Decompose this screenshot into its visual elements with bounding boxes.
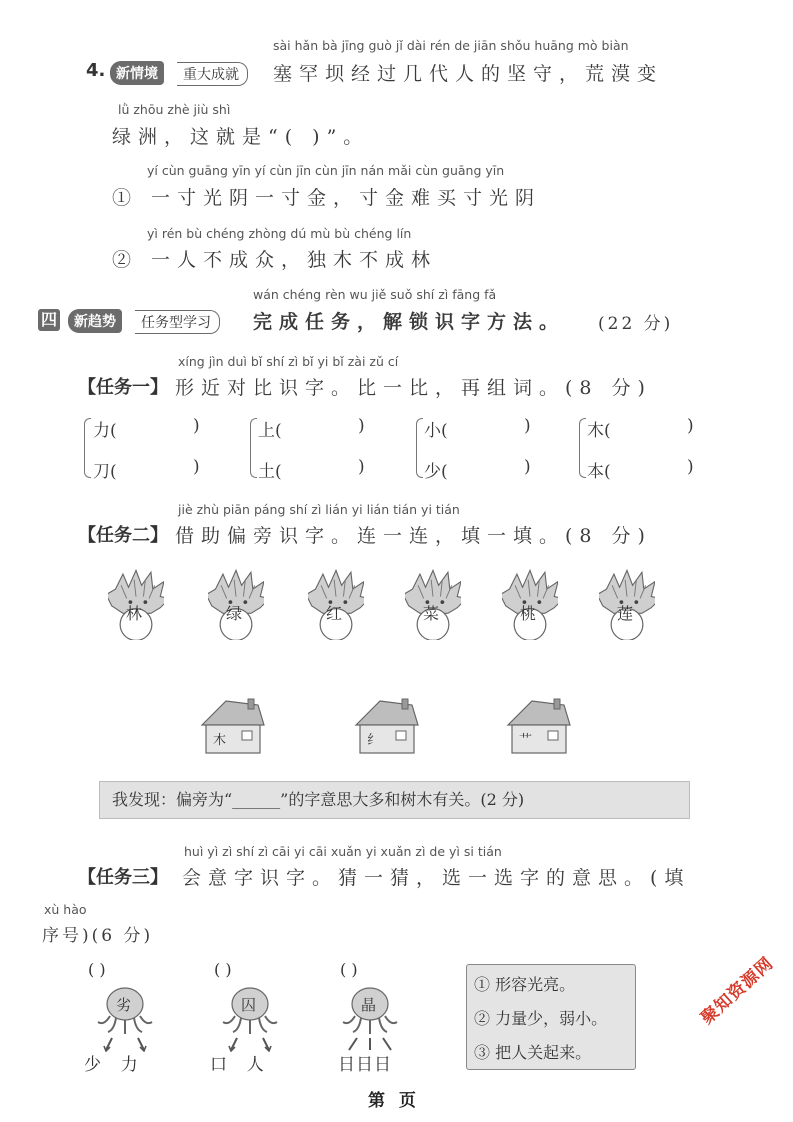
- section4-tag-new-trend: 新趋势: [68, 309, 122, 333]
- q4-option1-text[interactable]: ① 一寸光阴一寸金，寸金难买寸光阴: [112, 187, 542, 209]
- q4-line2-pinyin: lǜ zhōu zhè jiù shì: [118, 102, 231, 117]
- brace-icon: [250, 418, 257, 478]
- octopus-1-paren[interactable]: ( ): [88, 960, 106, 979]
- house-icon: [350, 695, 422, 761]
- task3-pinyin2: xù hào: [44, 902, 87, 917]
- q4-option2-pinyin: yì rén bù chéng zhòng dú mù bù chéng lín: [147, 226, 412, 241]
- pair4-top-close: ): [687, 416, 694, 436]
- pair1-bottom-close: ): [193, 457, 200, 477]
- octopus-3-parts: 日日日: [338, 1055, 392, 1075]
- octopus-2-parts: 口 人: [210, 1055, 267, 1075]
- pair4-bottom[interactable]: 本(: [587, 462, 611, 482]
- meaning-option-2: ② 力量少，弱小。: [474, 1009, 608, 1028]
- task3-text2: 序号)(6 分): [42, 926, 154, 946]
- pair3-bottom[interactable]: 少(: [424, 462, 448, 482]
- house-radical-2[interactable]: 纟: [367, 733, 381, 748]
- brace-icon: [416, 418, 423, 478]
- hedgehog-char-5[interactable]: 桃: [520, 604, 537, 623]
- task3-label: 【任务三】: [78, 867, 168, 888]
- octopus-2-head: 囚: [241, 996, 257, 1014]
- pair4-top[interactable]: 木(: [587, 421, 611, 441]
- q4-option2-text[interactable]: ② 一人不成众，独木不成林: [112, 249, 438, 271]
- octopus-1-parts: 少 力: [84, 1055, 141, 1075]
- hedgehog-char-6[interactable]: 莲: [617, 604, 634, 623]
- hedgehog-char-2[interactable]: 绿: [226, 604, 243, 623]
- task2-text: 借助偏旁识字。连一连，填一填。(8 分): [175, 525, 652, 547]
- q4-option1-pinyin: yí cùn guāng yīn yí cùn jīn cùn jīn nán mǎi cùn guāng yīn: [147, 163, 505, 178]
- q4-tag-major-achievement: 重大成就: [177, 62, 248, 86]
- finding-box[interactable]: 我发现：偏旁为“______”的字意思大多和树木有关。(2 分): [99, 781, 690, 819]
- task1-pinyin: xíng jìn duì bǐ shí zì bǐ yi bǐ zài zǔ cí: [178, 354, 399, 369]
- q4-line1-pinyin: sài hǎn bà jīng guò jǐ dài rén de jiān shǒu huāng mò biàn: [273, 38, 629, 53]
- octopus-3-head: 晶: [361, 996, 377, 1014]
- pair4-bottom-close: ): [687, 457, 694, 477]
- pair2-bottom[interactable]: 土(: [258, 462, 282, 482]
- meaning-option-3: ③ 把人关起来。: [474, 1043, 592, 1062]
- pair2-bottom-close: ): [358, 457, 365, 477]
- q4-line1-text: 塞罕坝经过几代人的坚守，荒漠变: [273, 63, 664, 85]
- brace-icon: [84, 418, 91, 478]
- pair1-top-close: ): [193, 416, 200, 436]
- page-footer: 第 页: [368, 1091, 420, 1111]
- octopus-2-paren[interactable]: ( ): [214, 960, 232, 979]
- hedgehog-char-1[interactable]: 林: [126, 604, 143, 623]
- pair2-top[interactable]: 上(: [258, 421, 282, 441]
- section4-number: 四: [38, 309, 60, 331]
- task3-pinyin: huì yì zì shí zì cāi yi cāi xuǎn yi xuǎn zì de yì si tián: [184, 844, 502, 859]
- house-icon: [196, 695, 268, 761]
- task2-pinyin: jiè zhù piān páng shí zì lián yi lián tián yi tián: [178, 502, 460, 517]
- house-icon: [502, 695, 574, 761]
- hedgehog-char-3[interactable]: 红: [326, 604, 343, 623]
- octopus-1-head: 劣: [116, 996, 132, 1014]
- pair1-top[interactable]: 力(: [93, 421, 117, 441]
- q4-line2-text: 绿洲，这就是“( )”。: [112, 126, 370, 148]
- q4-tag-new-context: 新情境: [110, 61, 164, 85]
- section4-score: (22 分): [598, 314, 674, 334]
- pair2-top-close: ): [358, 416, 365, 436]
- task1-label: 【任务一】: [78, 377, 168, 398]
- pair3-top-close: ): [524, 416, 531, 436]
- task3-text: 会意字识字。猜一猜，选一选字的意思。(填: [182, 867, 691, 889]
- house-radical-1[interactable]: 木: [213, 733, 227, 748]
- watermark: 聚知资源网: [697, 953, 778, 1029]
- brace-icon: [579, 418, 586, 478]
- pair3-bottom-close: ): [524, 457, 531, 477]
- pair3-top[interactable]: 小(: [424, 421, 448, 441]
- section4-title-pinyin: wán chéng rèn wu jiě suǒ shí zì fāng fǎ: [253, 287, 497, 302]
- q4-number: 4.: [86, 60, 106, 81]
- section4-tag-task-learning: 任务型学习: [135, 310, 220, 334]
- octopus-3-paren[interactable]: ( ): [340, 960, 358, 979]
- section4-title: 完成任务，解锁识字方法。: [253, 311, 566, 333]
- hedgehog-char-4[interactable]: 菜: [423, 604, 440, 623]
- pair1-bottom[interactable]: 刀(: [93, 462, 117, 482]
- house-radical-3[interactable]: 艹: [519, 733, 533, 748]
- task1-text: 形近对比识字。比一比，再组词。(8 分): [175, 377, 652, 399]
- task2-label: 【任务二】: [78, 525, 168, 546]
- meaning-option-1: ① 形容光亮。: [474, 975, 576, 994]
